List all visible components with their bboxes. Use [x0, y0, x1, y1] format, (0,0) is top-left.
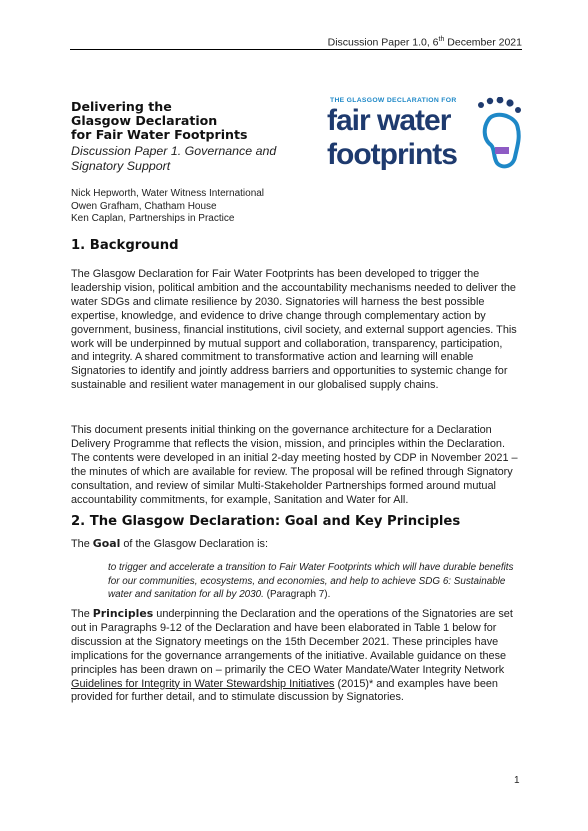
header-text: Discussion Paper 1.0, 6th December 2021	[327, 36, 522, 49]
goal-intro: The Goal of the Glasgow Declaration is:	[71, 537, 269, 550]
author: Owen Grafham, Chatham House	[71, 200, 217, 212]
background-paragraph-2: This document presents initial thinking on the governance architecture for a Declaration Delivery Programme that reflects the vision, mission, and principles within the Declaration. The contents were developed in an initial 2-day meeting hosted by CDP in November 2021 – the minutes of which are available for review. The proposal will be refined through Signatory consultation, and review of similar Multi-Stakeholder Partnerships formed around mutual accountability commitments, for example, Sanitation and Water for All.	[71, 424, 518, 506]
fair-water-footprints-logo	[327, 97, 523, 179]
author: Ken Caplan, Partnerships in Practice	[71, 213, 235, 224]
principles-paragraph: The Principles underpinning the Declaration and the operations of the Signatories are set out in Paragraphs 9-12 of the Declaration and have been elaborated in Table 1 below for discussion at the Signatory meetings on the 15th December 2021. These principles have implications for the governance arrangements of the initiative. Available guidance on these principles has been drawn on – primarily the CEO Water Mandate/Water Integrity Network Guidelines for Integrity in Water Stewardship Initiatives (2015)* and examples have been provided for further detail, and to stimulate discussion by Signatories.	[71, 607, 513, 704]
section-heading-background: 1. Background	[71, 238, 179, 253]
section-heading-goal-principles: 2. The Glasgow Declaration: Goal and Key Principles	[71, 514, 461, 529]
guidelines-link[interactable]: Guidelines for Integrity in Water Stewardship Initiatives	[71, 677, 335, 690]
footprint-icon	[475, 97, 523, 169]
page-number: 1	[514, 775, 520, 786]
header-rule	[70, 49, 522, 50]
goal-quote: to trigger and accelerate a transition to Fair Water Footprints which will have durable benefits for our communities, ecosystems, and economies, and help to achieve SDG 6: Sustainable water and sanitation for all by 2030. (Paragraph 7).	[108, 562, 514, 600]
logo-text-line1: fair water	[327, 104, 451, 137]
goal-term: Goal	[92, 537, 121, 550]
principles-term: Principles	[92, 607, 154, 620]
title-block	[71, 100, 311, 174]
logo-text-line2: footprints	[327, 138, 457, 171]
document-subtitle: Discussion Paper 1. Governance and Signatory Support	[71, 144, 277, 173]
author-list	[71, 188, 264, 226]
document-title: Delivering the Glasgow Declaration for Fair Water Footprints	[71, 99, 248, 142]
logo-tagline: THE GLASGOW DECLARATION FOR	[330, 97, 457, 104]
author: Nick Hepworth, Water Witness International	[71, 188, 265, 199]
background-paragraph-1: The Glasgow Declaration for Fair Water Footprints has been developed to trigger the leadership vision, political ambition and the accountability mechanisms needed to deliver the water SDGs and climate resilience by 2030. Signatories will harness the best possible expertise, knowledge, and evidence to drive change through complementary action by government, business, financial institutions, civil society, and external support agencies. This work will be underpinned by mutual support and collaboration, transparency, participation, and integrity. A shared commitment to transformative action and learning will enable Signatories to identify and jointly address barriers and opportunities to systemic change for sustainable and resilient water management in our globalised supply chains.	[71, 268, 517, 392]
